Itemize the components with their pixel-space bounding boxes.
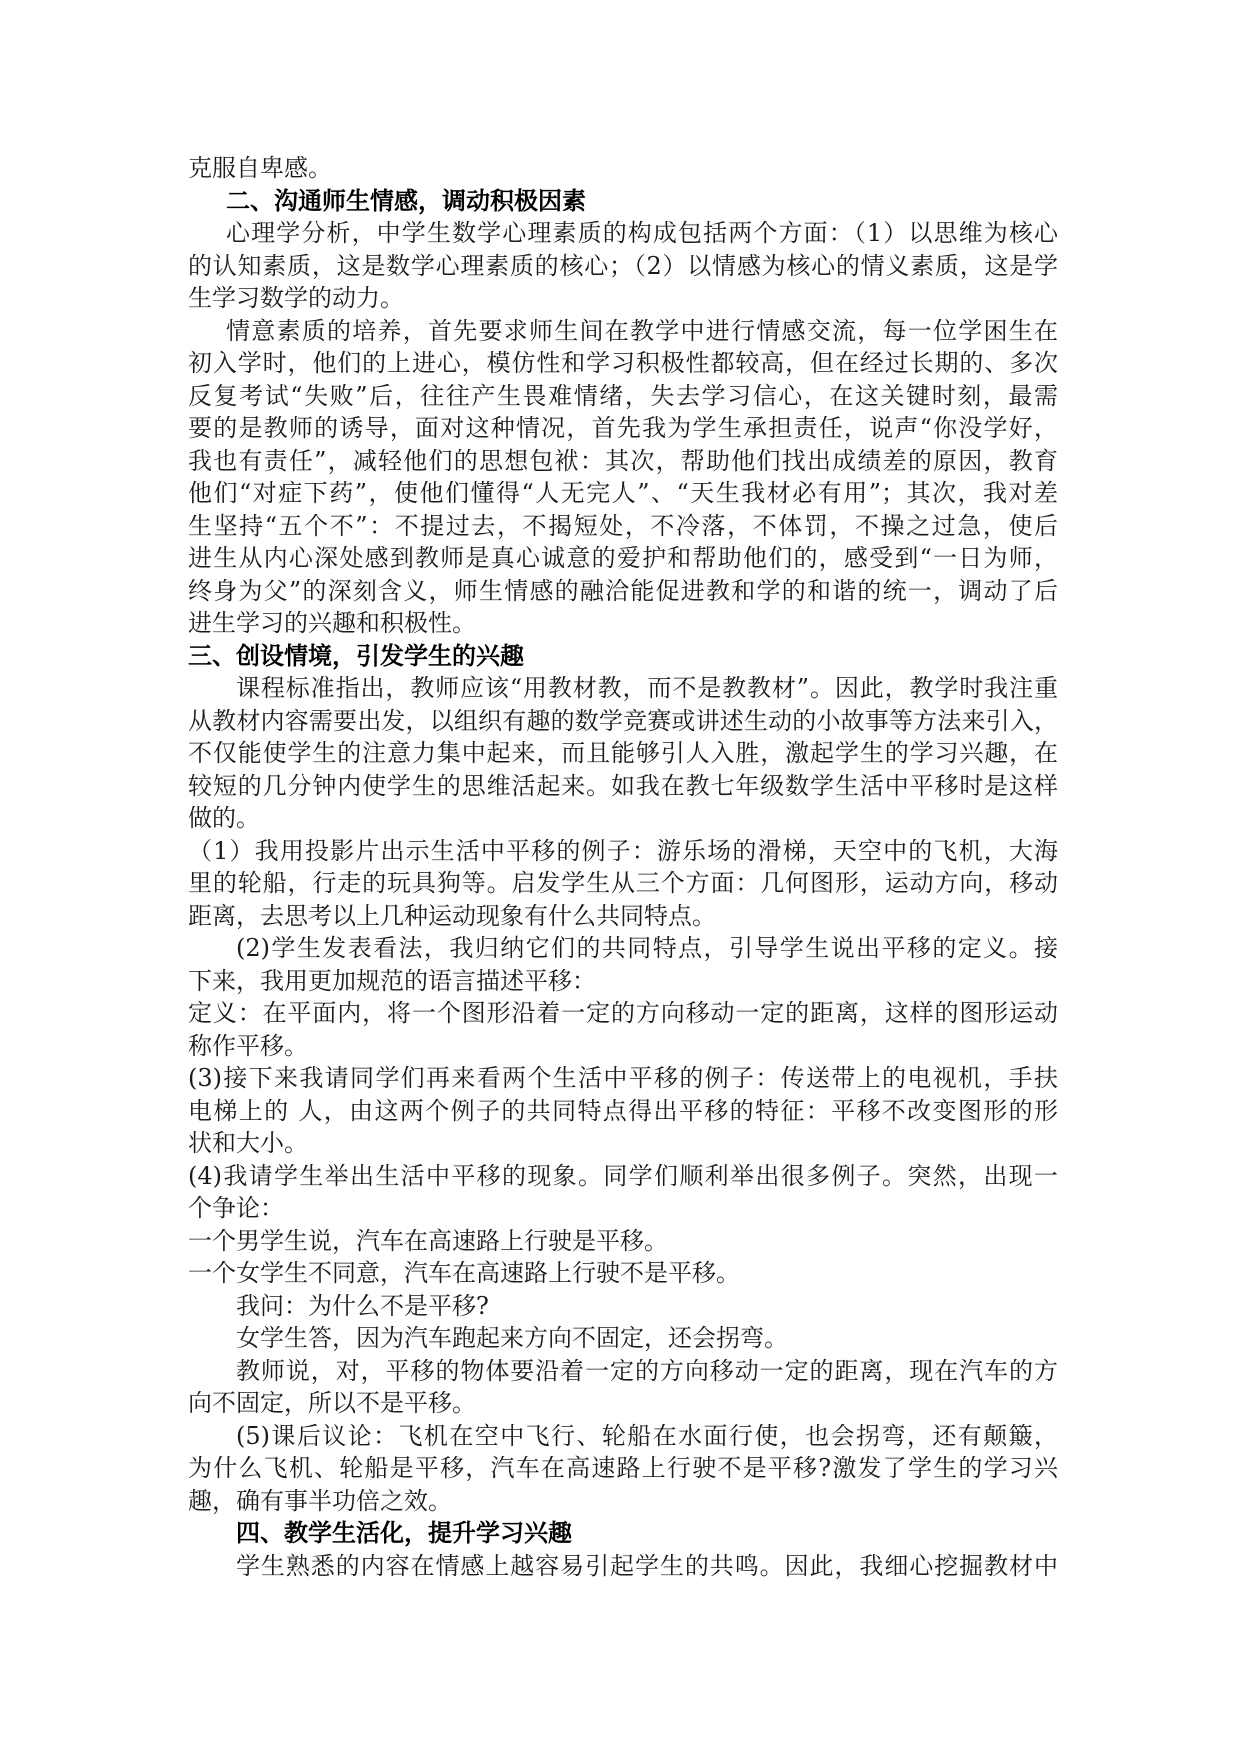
paragraph-line: 初入学时，他们的上进心，模仿性和学习积极性都较高，但在经过长期的、多次 [188, 349, 1058, 377]
paragraph-line: 我也有责任”，减轻他们的思想包袱：其次，帮助他们找出成绩差的原因，教育 [188, 446, 1058, 475]
paragraph-line: 心理学分析，中学生数学心理素质的构成包括两个方面：（1）以思维为核心 [226, 219, 1058, 247]
paragraph-line: 我问：为什么不是平移? [236, 1291, 489, 1320]
list-item-5: (5)课后议论：飞机在空中飞行、轮船在水面行使，也会拐弯，还有颠簸， [236, 1421, 1058, 1450]
section-heading-3: 三、创设情境，引发学生的兴趣 [188, 640, 524, 670]
paragraph-line: 个争论： [188, 1194, 284, 1222]
paragraph-line: 趣，确有事半功倍之效。 [188, 1486, 452, 1515]
paragraph-line: 反复考试“失败”后，往往产生畏难情绪，失去学习信心，在这关键时刻，最需 [188, 381, 1058, 410]
paragraph-line: 状和大小。 [188, 1129, 308, 1157]
paragraph-line: 学生熟悉的内容在情感上越容易引起学生的共鸣。因此，我细心挖掘教材中 [236, 1551, 1058, 1580]
paragraph-line: 进生从内心深处感到教师是真心诚意的爱护和帮助他们的，感受到“一日为师， [188, 544, 1058, 572]
section-heading-2: 二、沟通师生情感，调动积极因素 [226, 185, 586, 215]
document-body [188, 152, 1058, 1582]
paragraph-line: 课程标准指出，教师应该“用教材教，而不是教教材”。因此，教学时我注重 [236, 674, 1058, 702]
definition-line: 定义：在平面内，将一个图形沿着一定的方向移动一定的距离，这样的图形运动 [188, 999, 1058, 1027]
paragraph-line: 终身为父”的深刻含义，师生情感的融洽能促进教和学的和谐的统一，调动了后 [188, 576, 1058, 605]
paragraph-line: 做的。 [188, 804, 260, 832]
paragraph-line: 从教材内容需要出发，以组织有趣的数学竞赛或讲述生动的小故事等方法来引入， [188, 706, 1058, 735]
paragraph-line: 向不固定，所以不是平移。 [188, 1389, 476, 1417]
list-item-4: (4)我请学生举出生活中平移的现象。同学们顺利举出很多例子。突然，出现一 [188, 1161, 1058, 1190]
paragraph-line: 的认知素质，这是数学心理素质的核心；（2）以情感为核心的情义素质，这是学 [188, 251, 1058, 280]
paragraph-line: 距离，去思考以上几种运动现象有什么共同特点。 [188, 901, 716, 930]
paragraph-line: 电梯上的 人，由这两个例子的共同特点得出平移的特征：平移不改变图形的形 [188, 1096, 1058, 1125]
paragraph-line: 一个男学生说，汽车在高速路上行驶是平移。 [188, 1226, 668, 1255]
paragraph-line: 生坚持“五个不”：不提过去，不揭短处，不冷落，不体罚，不操之过急，使后 [188, 511, 1058, 540]
paragraph-line: 一个女学生不同意，汽车在高速路上行驶不是平移。 [188, 1259, 740, 1287]
paragraph-line: 女学生答，因为汽车跑起来方向不固定，还会拐弯。 [236, 1324, 788, 1352]
list-item-1: （1）我用投影片出示生活中平移的例子：游乐场的滑梯，天空中的飞机，大海 [188, 836, 1058, 865]
paragraph-line: 为什么飞机、轮船是平移，汽车在高速路上行驶不是平移?激发了学生的学习兴 [188, 1454, 1058, 1482]
list-item-2: (2)学生发表看法，我归纳它们的共同特点，引导学生说出平移的定义。接 [236, 934, 1058, 962]
paragraph-line: 生学习数学的动力。 [188, 284, 404, 312]
paragraph-line: 下来，我用更加规范的语言描述平移： [188, 966, 596, 995]
paragraph-line: 称作平移。 [188, 1031, 308, 1060]
paragraph-line: 不仅能使学生的注意力集中起来，而且能够引人入胜，激起学生的学习兴趣，在 [188, 739, 1058, 767]
paragraph-line: 较短的几分钟内使学生的思维活起来。如我在教七年级数学生活中平移时是这样 [188, 771, 1058, 800]
paragraph-line: 教师说，对，平移的物体要沿着一定的方向移动一定的距离，现在汽车的方 [236, 1356, 1058, 1385]
paragraph-line: 克服自卑感。 [188, 154, 332, 182]
section-heading-4: 四、教学生活化，提升学习兴趣 [236, 1518, 572, 1547]
paragraph-line: 情意素质的培养，首先要求师生间在教学中进行情感交流，每一位学困生在 [226, 316, 1058, 345]
paragraph-line: 里的轮船，行走的玩具狗等。启发学生从三个方面：几何图形，运动方向，移动 [188, 869, 1058, 897]
paragraph-line: 要的是教师的诱导，面对这种情况，首先我为学生承担责任，说声“你没学好， [188, 414, 1058, 442]
paragraph-line: 他们“对症下药”，使他们懂得“人无完人”、“天生我材必有用”；其次，我对差 [188, 479, 1058, 507]
paragraph-line: 进生学习的兴趣和积极性。 [188, 609, 476, 637]
list-item-3: (3)接下来我请同学们再来看两个生活中平移的例子：传送带上的电视机，手扶 [188, 1064, 1058, 1092]
